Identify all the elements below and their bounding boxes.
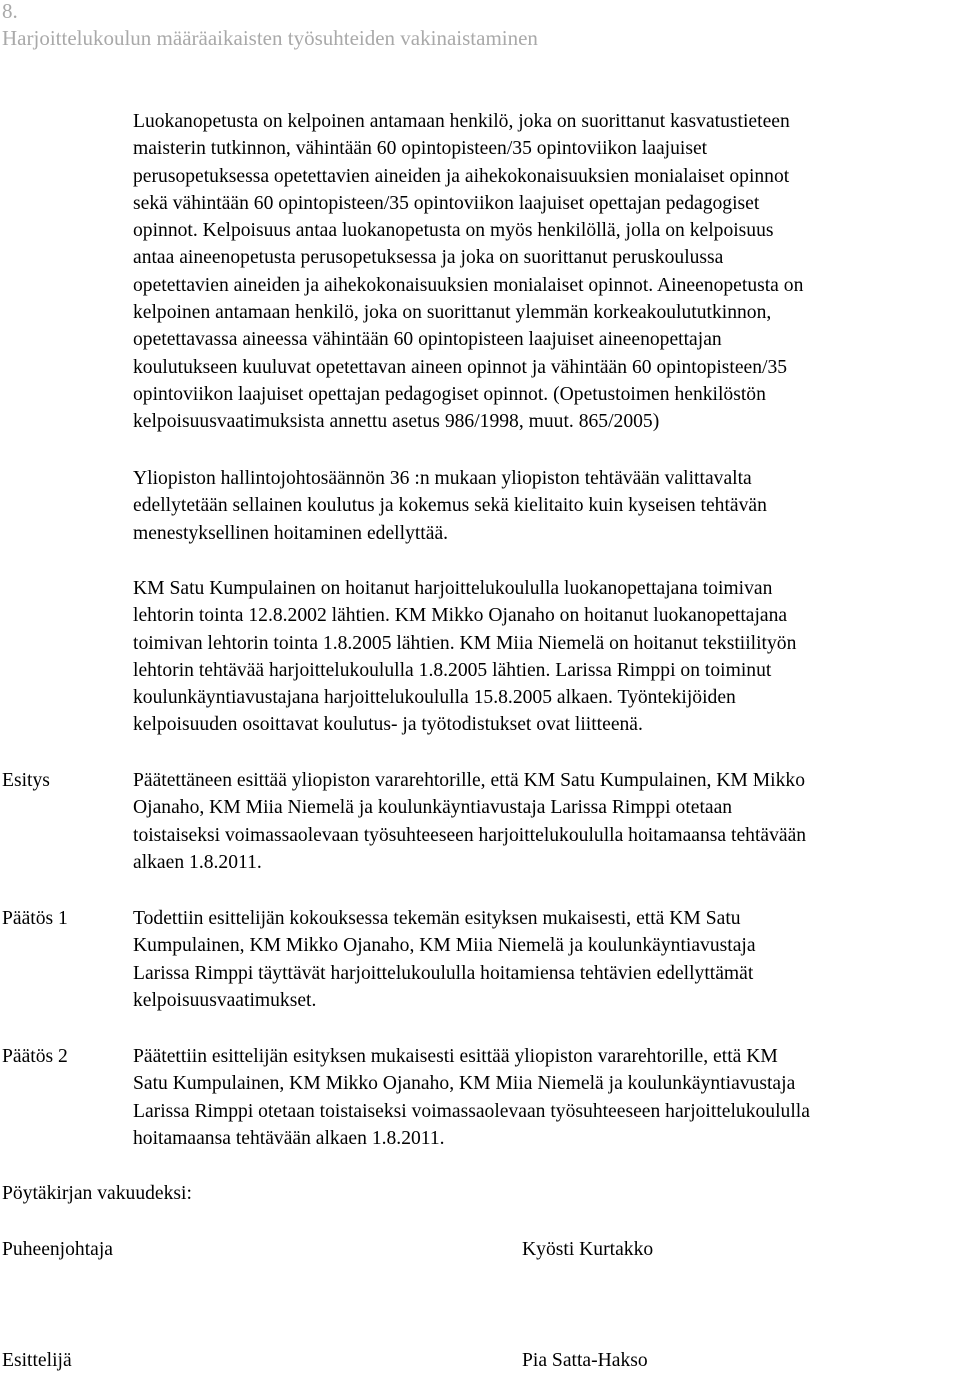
text-line: edellytetään sellainen koulutus ja kokemus sekä kielitaito kuin kyseisen tehtävän xyxy=(133,495,767,517)
text-line: perusopetuksessa opetettavien aineiden ja aihekokonaisuuksien monialaiset opinnot xyxy=(133,165,790,187)
text-line: kelpoisuuden osoittavat koulutus- ja työtodistukset ovat liitteenä. xyxy=(133,714,643,736)
text-line: kelpoisuusvaatimukset. xyxy=(133,989,317,1011)
presenter-role: Esittelijä xyxy=(2,1350,72,1371)
text-line: lehtorin tointa 12.8.2002 lähtien. KM Mikko Ojanaho on hoitanut luokanopettajana xyxy=(133,605,788,627)
text-line: opinnot. Kelpoisuus antaa luokanopetusta on myös henkilöllä, jolla on kelpoisuus xyxy=(133,220,774,242)
text-line: KM Satu Kumpulainen on hoitanut harjoittelukoululla luokanopettajana toimivan xyxy=(133,578,773,599)
text-line: hoitamaansa tehtävään alkaen 1.8.2011. xyxy=(133,1127,445,1149)
text-line: opetettavien aineiden ja aihekokonaisuuksien monialaiset opinnot. Aineenopetusta on xyxy=(133,274,804,296)
chair-name: Kyösti Kurtakko xyxy=(522,1239,654,1260)
text-line: lehtorin tehtävää harjoittelukoululla 1.8.2005 lähtien. Larissa Rimppi on toiminut xyxy=(133,659,772,681)
paragraph-qualifications xyxy=(133,108,958,436)
label-paatos-2: Päätös 2 xyxy=(2,1046,68,1067)
text-line: maisterin tutkinnon, vähintään 60 opintopisteen/35 opintoviikon laajuiset xyxy=(133,138,708,160)
presenter-name: Pia Satta-Hakso xyxy=(522,1350,648,1371)
text-line: kelpoisuusvaatimuksista annettu asetus 986/1998, muut. 865/2005) xyxy=(133,411,660,433)
section-title: Harjoittelukoulun määräaikaisten työsuhteiden vakinaistaminen xyxy=(2,26,538,50)
text-line: toistaiseksi voimassaolevaan työsuhteeseen harjoittelukoululla hoitamaansa tehtävään xyxy=(133,824,807,846)
text-line: Larissa Rimppi täyttävät harjoittelukoululla hoitamiensa tehtävien edellyttämät xyxy=(133,962,754,984)
text-line: Ojanaho, KM Miia Niemelä ja koulunkäyntiavustaja Larissa Rimppi otetaan xyxy=(133,797,733,819)
text-line: koulutukseen kuuluvat opetettavan aineen opinnot ja vähintään 60 opintopisteen/35 xyxy=(133,356,788,378)
chair-role: Puheenjohtaja xyxy=(2,1239,113,1260)
text-line: Päätettäneen esittää yliopiston vararehtorille, että KM Satu Kumpulainen, KM Mikko xyxy=(133,770,806,791)
text-line: alkaen 1.8.2011. xyxy=(133,851,262,873)
paragraph-esitys xyxy=(133,767,958,876)
label-esitys: Esitys xyxy=(2,770,50,791)
label-paatos-1: Päätös 1 xyxy=(2,908,68,929)
text-line: Larissa Rimppi otetaan toistaiseksi voimassaolevaan työsuhteeseen harjoittelukoululla xyxy=(133,1100,810,1122)
text-line: Päätettiin esittelijän esityksen mukaisesti esittää yliopiston vararehtorille, että KM xyxy=(133,1046,778,1067)
text-line: opetettavassa aineessa vähintään 60 opintopisteen laajuiset aineenopettajan xyxy=(133,329,722,351)
paragraph-regulation xyxy=(133,465,958,547)
text-line: sekä vähintään 60 opintopisteen/35 opintoviikon laajuiset opettajan pedagogiset xyxy=(133,192,760,214)
paragraph-paatos-1 xyxy=(133,905,958,1014)
paragraph-paatos-2 xyxy=(133,1043,958,1152)
text-line: koulunkäyntiavustajana harjoittelukoululla 15.8.2005 alkaen. Työntekijöiden xyxy=(133,687,736,709)
text-line: Luokanopetusta on kelpoinen antamaan henkilö, joka on suorittanut kasvatustieteen xyxy=(133,111,790,132)
text-line: kelpoinen antamaan henkilö, joka on suorittanut ylemmän korkeakoulututkinnon, xyxy=(133,302,772,324)
text-line: opintoviikon laajuiset opettajan pedagogiset opinnot. (Opetustoimen henkilöstön xyxy=(133,383,766,405)
text-line: Todettiin esittelijän kokouksessa tekemän esityksen mukaisesti, että KM Satu xyxy=(133,908,741,929)
text-line: toimivan lehtorin tointa 1.8.2005 lähtien. KM Miia Niemelä on hoitanut tekstiilityön xyxy=(133,632,797,654)
text-line: Kumpulainen, KM Mikko Ojanaho, KM Miia Niemelä ja koulunkäyntiavustaja xyxy=(133,935,756,957)
text-line: antaa aineenopetusta perusopetuksessa ja joka on suorittanut peruskoulussa xyxy=(133,247,724,269)
text-line: menestyksellinen hoitaminen edellyttää. xyxy=(133,522,449,544)
section-number: 8. xyxy=(2,0,18,23)
paragraph-employees xyxy=(133,575,958,739)
text-line: Satu Kumpulainen, KM Mikko Ojanaho, KM Miia Niemelä ja koulunkäyntiavustaja xyxy=(133,1073,796,1095)
signature-heading: Pöytäkirjan vakuudeksi: xyxy=(2,1183,192,1204)
text-line: Yliopiston hallintojohtosäännön 36 :n mukaan yliopiston tehtävään valittavalta xyxy=(133,468,752,489)
